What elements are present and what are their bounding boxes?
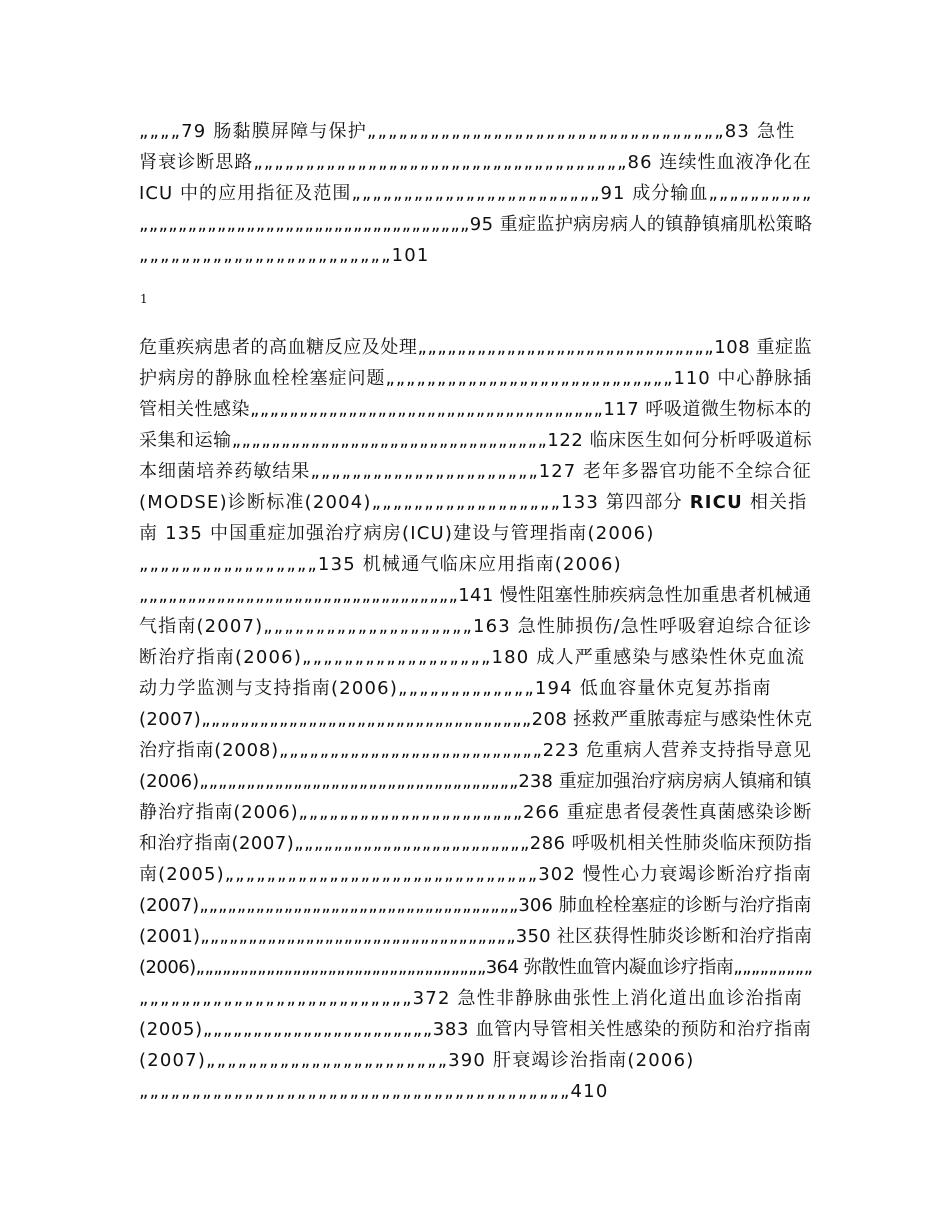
toc-line: (2001)„„„„„„„„„„„„„„„„„„„„„„„„„„„„„„„„„350 社区获得性肺炎诊断和治疗指南 bbox=[139, 926, 813, 947]
toc-line: 动力学监测与支持指南(2006)„„„„„„„„„„„„„194 低血容量休克复苏指南 bbox=[139, 678, 772, 699]
toc-line: (2006)„„„„„„„„„„„„„„„„„„„„„„„„„„„„„„„„„„238 重症加强治疗病房病人镇痛和镇 bbox=[139, 771, 812, 792]
toc-line: 治疗指南(2008)„„„„„„„„„„„„„„„„„„„„„„„„„„223 危重病人营养支持指导意见 bbox=[139, 740, 812, 761]
toc-line: 南 135 中国重症加强治疗病房(ICU)建设与管理指南(2006) bbox=[139, 523, 655, 544]
toc-line: „„„„„„„„„„„„„„„„„„„„„„„„101 bbox=[139, 245, 430, 266]
toc-line: ICU 中的应用指征及范围„„„„„„„„„„„„„„„„„„„„„„„„91 成分输血„„„„„„„„„„ bbox=[139, 183, 813, 204]
toc-line: 南(2005)„„„„„„„„„„„„„„„„„„„„„„„„„„„„„„302 慢性心力衰竭诊断治疗指南 bbox=[139, 864, 813, 885]
toc-line: 护病房的静脉血栓栓塞症问题„„„„„„„„„„„„„„„„„„„„„„„„„„„„110 中心静脉插 bbox=[139, 368, 813, 389]
toc-line: 危重疾病患者的高血糖反应及处理„„„„„„„„„„„„„„„„„„„„„„„„„„„„„„108 重症监 bbox=[139, 337, 813, 358]
toc-line bbox=[139, 491, 807, 515]
toc-line-text: (MODSE)诊断标准(2004)„„„„„„„„„„„„„„„„„„133 第四部分 bbox=[139, 492, 690, 513]
toc-line: (2007)„„„„„„„„„„„„„„„„„„„„„„„„„„„„„„„„„„306 肺血栓栓塞症的诊断与治疗指南 bbox=[139, 895, 812, 916]
toc-line: 采集和运输„„„„„„„„„„„„„„„„„„„„„„„„„„„„„„„„122 临床医生如何分析呼吸道标 bbox=[139, 430, 813, 451]
toc-line: 静治疗指南(2006)„„„„„„„„„„„„„„„„„„„„„„266 重症患者侵袭性真菌感染诊断 bbox=[139, 802, 813, 823]
toc-line: 本细菌培养药敏结果„„„„„„„„„„„„„„„„„„„„„„127 老年多器官功能不全综合征 bbox=[139, 461, 812, 482]
toc-line: „„„„„„„„„„„„„„„„„„„„„„„„„„372 急性非静脉曲张性上消化道出血诊治指南 bbox=[139, 988, 804, 1009]
toc-line: (2007)„„„„„„„„„„„„„„„„„„„„„„„390 肝衰竭诊治指南(2006) bbox=[139, 1050, 695, 1071]
toc-line: (2005)„„„„„„„„„„„„„„„„„„„„„„„383 血管内导管相关性感染的预防和治疗指南 bbox=[139, 1019, 812, 1040]
ricu-bold-text: RICU bbox=[689, 492, 743, 513]
toc-line: „„„„79 肠黏膜屏障与保护„„„„„„„„„„„„„„„„„„„„„„„„„„„„„„„„„„83 急性 bbox=[139, 121, 796, 142]
toc-line: 肾衰诊断思路„„„„„„„„„„„„„„„„„„„„„„„„„„„„„„„„„„„„86 连续性血液净化在 bbox=[139, 152, 812, 173]
toc-line: (2006)„„„„„„„„„„„„„„„„„„„„„„„„„„„„„„„„„364 弥散性血管内凝血诊疗指南„„„„„„„„„ bbox=[139, 957, 813, 978]
toc-line: 断治疗指南(2006)„„„„„„„„„„„„„„„„„„180 成人严重感染与感染性休克血流 bbox=[139, 647, 806, 668]
toc-line: (2007)„„„„„„„„„„„„„„„„„„„„„„„„„„„„„„„„„„208 拯救严重脓毒症与感染性休克 bbox=[139, 709, 813, 730]
toc-line: 和治疗指南(2007)„„„„„„„„„„„„„„„„„„„„„„„„286 呼吸机相关性肺炎临床预防指 bbox=[139, 833, 813, 854]
toc-line-text: 相关指 bbox=[742, 492, 808, 513]
toc-line: „„„„„„„„„„„„„„„„„135 机械通气临床应用指南(2006) bbox=[139, 554, 622, 575]
page-number: 1 bbox=[140, 292, 148, 306]
toc-line: 管相关性感染„„„„„„„„„„„„„„„„„„„„„„„„„„„„„„„„„„„„117 呼吸道微生物标本的 bbox=[139, 399, 812, 420]
toc-line: „„„„„„„„„„„„„„„„„„„„„„„„„„„„„„„„„„95 重症监护病房病人的镇静镇痛肌松策略 bbox=[139, 214, 813, 235]
toc-line: 气指南(2007)„„„„„„„„„„„„„„„„„„„„163 急性肺损伤/急性呼吸窘迫综合征诊 bbox=[139, 616, 813, 637]
toc-line: „„„„„„„„„„„„„„„„„„„„„„„„„„„„„„„„„„„„„„„„„410 bbox=[139, 1081, 609, 1102]
toc-line: „„„„„„„„„„„„„„„„„„„„„„„„„„„„„„„„„141 慢性阻塞性肺疾病急性加重患者机械通 bbox=[139, 585, 812, 606]
